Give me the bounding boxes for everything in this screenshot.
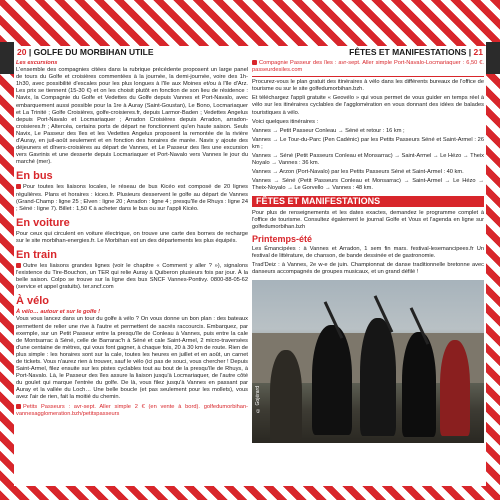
excursions-heading: Les excursions: [16, 60, 58, 66]
itinerary-item: Vannes → Séné (Petit Passeurs Conleau et Monsarrac) → Saint-Armel → Le Hézo → Theix Noyalo → Vannes : 36 km.: [252, 153, 484, 167]
itinerary-item: Vannes → Petit Passeur Conleau → Séné et retour : 16 km ;: [252, 127, 405, 134]
bullet-icon: [252, 60, 257, 65]
compagnie-info: Compagnie Passeur des îles : avr-sept. Aller simple Port-Navalo-Locmariaquer : 6,50 €. passeurdesiles.com: [252, 60, 484, 74]
passeurs-info: Petits Passeurs : avr-sept. Aller simple 2 € (en vente à bord). golfedumorbihan-vannesagglomeration.bzh/petitspasseurs: [16, 403, 248, 417]
left-column: [16, 60, 248, 486]
car-heading: En voiture: [16, 216, 70, 229]
velo-app-text: Et téléchargez l'appli gratuite « Geovélo » qui vous permet de vous guider en temps réel à vélo sur les itinéraires cyclables de l'agglomération en vous donnant des idées de balades touristiques à vélo.: [252, 95, 484, 116]
fetes-text: Pour plus de renseignements et les dates exactes, demandez le programme complet à l'office de tourisme. Consultez également le journal Golfe et Vous et l'agenda en ligne sur golfedumorbihan.bzh: [252, 209, 484, 230]
printemps-heading: Printemps-été: [252, 233, 313, 244]
bus-heading: En bus: [16, 170, 53, 183]
train-heading: En train: [16, 248, 57, 261]
bullet-icon: [16, 404, 21, 409]
right-page-number: 21: [473, 47, 483, 57]
left-running-header: 20 | GOLFE DU MORBIHAN UTILE: [14, 46, 157, 59]
event-item: Trad'Deiz : à Vannes, 2e w-e de juin. Championnat de danse traditionnelle bretonne avec danseurs accompagnés de groupes musicaux, et un grand défilé !: [252, 262, 484, 276]
itinerary-item: Vannes → Séné (Petit Passeurs Conleau et Monsarrac) → Saint-Armel → Le Hézo → Theix-Noyalo → Le Gorvello → Vannes : 48 km.: [252, 178, 484, 192]
right-page-tab: [486, 42, 500, 74]
right-header-title: FÊTES ET MANIFESTATIONS: [349, 47, 467, 57]
itineraries-intro: Voici quelques itinéraires :: [252, 118, 319, 125]
itinerary-item: Vannes → Le Tour-du-Parc (Pen Cadénic) par les Petits Passeurs Séné et Saint-Armel : 26 km ;: [252, 136, 484, 150]
velo-plan-text: Procurez-vous le plan gratuit des itinéraires à vélo dans les différents bureaux de l'office de tourisme ou sur le site golfedumorbihan.bzh.: [252, 79, 484, 93]
left-page-number: 20: [17, 47, 27, 57]
train-icon: [16, 263, 21, 268]
fetes-heading: FÊTES ET MANIFESTATIONS: [252, 196, 484, 207]
bus-text: Pour toutes les liaisons locales, le réseau de bus Kicéo est composé de 20 lignes régulières. Plans et horaires : kiceo.fr. Plusieurs desservent le golfe au départ de Vannes (Grand-Champ : ligne 25 ; Elven : ligne 20 ; Arradon : ligne 4 ; presqu'île de Rhuys : ligne 24 ; Séné : ligne 7). Billet : 1,50 € à acheter dans le bus ou sur l'appli Kicéo.: [16, 184, 248, 212]
train-text: Outre les liaisons grandes lignes (voir le chapitre « Comment y aller ? »), signalons l'existence du Tire-Bouchon, un TER qui relie Auray à Quiberon plusieurs fois par jour. À la belle saison. Colpo se trouve sur la ligne des bus SNCF Vannes-Pontivy. 0800-88-05-62 (service et appel gratuits). ter.sncf.com: [16, 262, 248, 291]
right-running-header: FÊTES ET MANIFESTATIONS | 21: [346, 46, 486, 59]
left-page-tab: [0, 42, 14, 74]
bagpipers-photo: [252, 280, 484, 443]
velo-heading: À vélo: [16, 295, 50, 308]
excursions-text: L'ensemble des compagnies citées dans la rubrique précédente proposent un large panel de tours du Golfe et croisières commentées à la journée, la demi-journée, voire des 1h-1h30, avec possibilité d'escales pour les plus longues à l'île aux Moines et/ou à l'île d'Arz. Les prix se tiennent (15-30 €) et on les choisit plutôt en fonction de son lieu de résidence : Navix, la Compagnie du Golfe et Vedettes du Golfe depuis Vannes et Port-Navalo, avec embarquement aussi possible pour la 1re à Auray (Saint-Goustan), Le Bono, Locmariaquer et La Trinité ; Golfe Croisières, golfe-croisieres.fr, depuis Larmor-Baden ; Vedettes Angelus depuis Port-Navalo et Locmariaquer ; Arradon Croisières depuis Arradon, arradon-croisieres.fr ; Altercéa, certains ports de départ ne fonctionnent qu'en haute saison. Seuls Navix, Le Passeur des îles et les Vedettes Angelus proposent la remontée de la rivière d'Auray, en juil-août seulement et en fonction des horaires de marée. Navix y ajoute des déjeuners et dîners-croisières au départ de Vannes, et Le Passeur des îles une excursion vers Gavrinis et une desserte depuis Locmariaquer et Port-Navalo vers Vannes le jour du marché (mer).: [16, 67, 248, 166]
right-column: [252, 60, 484, 486]
bus-icon: [16, 184, 21, 189]
event-item: Les Émancipées : à Vannes et Arradon, 1 sem fin mars. festival-lesemancipees.fr Un festival de littérature, de chanson, de bande dessinée et de gastronomie.: [252, 245, 484, 259]
velo-subheading: À vélo… autour et sur le golfe !: [16, 309, 101, 316]
itinerary-item: Vannes → Arzon (Port-Navalo) par les Petits Passeurs Séné et Saint-Armel : 40 km.: [252, 169, 464, 176]
photo-credit: © Gojérard: [255, 386, 261, 414]
divider: [252, 76, 484, 77]
left-header-title: GOLFE DU MORBIHAN UTILE: [33, 47, 154, 57]
velo-text: Vous vous lancez dans un tour du golfe à vélo ? On vous donne un bon plan : des bateaux permettent de relier une rive à l'autre et permettent de sacrés raccourcis. Embarquez, par exemple, sur un Petit Passeur entre la presqu'île de Conleau à Vannes, puis entre la cale de Montsarrac à Séné, celle de Barrarac'h à Séné et cale Saint-Armel, 2 micro-traversées d'une centaine de mètres, qui vous font gagner, à chaque fois, 20 à 30 km de route. Rien de plus simple : les horaires sont sur la cale, toutes les heures en juillet et en août, un carnet de tickets. Vous n'aurez rien à trouver, sauf le vélo (ici pas de souci, vous chercher ! Depuis Saint-Armel, filez ensuite sur les pistes cyclables tout au bout de la presqu'île de Rhuys, à Port-Navalo. Là, le Passeur des îles assure la liaison jusqu'à Locmariaquer, de l'autre côté du goulet qui marque l'entrée du golfe. De là, vous filez jusqu'à Vannes en passant par Auray et la vallée du Loch… Une belle boucle (et pas seulement pour les mollets), vous avez l'air de rien, fait la moitié du chemin.: [16, 316, 248, 401]
car-text: Pour ceux qui circulent en voiture électrique, on trouve une carte des bornes de recharge sur le site morbihan-energies.fr. Le Morbihan est un des départements les plus équipés.: [16, 230, 248, 244]
